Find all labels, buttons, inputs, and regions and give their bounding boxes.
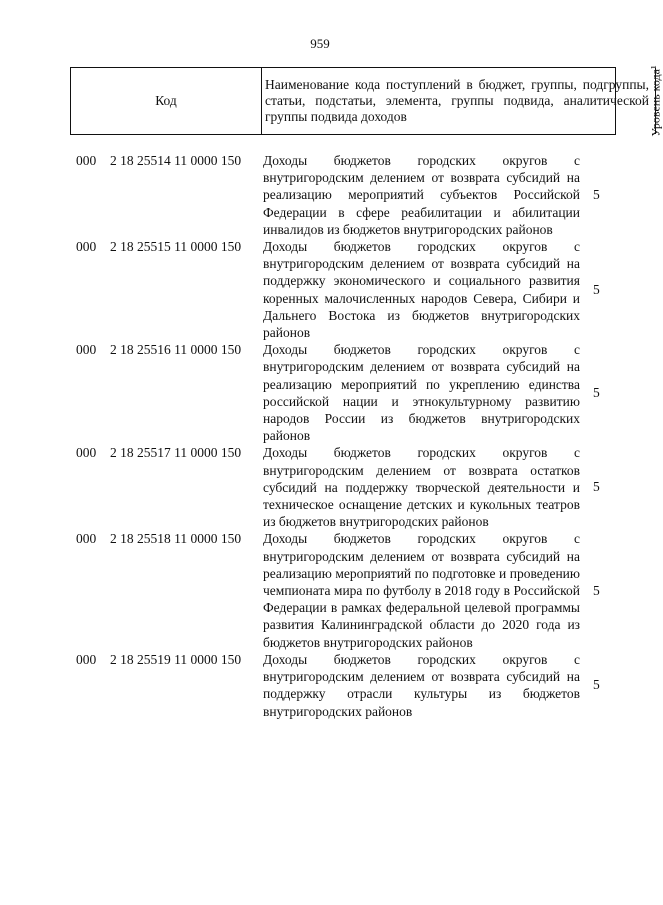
table-row [0,152,640,238]
income-name: Доходы бюджетов городских округов с внутригородским делением от возврата субсидий на поддержку экономического и социального развития коренных малочисленных народов Севера, Сибири и Дальнего Востока из бюджетов внутригородских районов [263,239,580,341]
income-name: Доходы бюджетов городских округов с внутригородским делением от возврата субсидий на реализацию мероприятий субъектов Российской Федерации в сфере реабилитации и абилитации инвалидов из бюджетов внутригородских районов [263,153,580,237]
code-level: 5 [593,384,600,400]
code-level: 5 [593,582,600,598]
table-row [0,651,640,720]
header-name: Наименование кода поступлений в бюджет, группы, подгруппы, статьи, подстатьи, элемента, группы подвида, аналитической группы подвида доходов [265,76,649,125]
code-level: 5 [593,677,600,693]
income-name: Доходы бюджетов городских округов с внутригородским делением от возврата субсидий на реализацию мероприятий по подготовке и проведению чемпионата мира по футболу в 2018 году в Российской Федерации в рамках федеральной целевой программы развития Калининградской области до 2020 года из бюджетов внутригородских районов [263,531,580,650]
page-number: 959 [310,36,330,51]
admin-code: 000 [76,445,97,461]
income-name: Доходы бюджетов городских округов с внутригородским делением от возврата остатков субсидий на поддержку творческой деятельности и техническое оснащение детских и кукольных театров из бюджетов внутригородских районов [263,445,580,530]
admin-code: 000 [76,531,97,547]
admin-code: 000 [76,153,97,168]
admin-code: 000 [76,342,97,358]
table-body [0,152,640,720]
budget-code: 2 18 25517 11 0000 150 [110,445,242,461]
code-level: 5 [593,281,600,297]
code-level: 5 [593,187,600,202]
budget-code: 2 18 25519 11 0000 150 [110,651,242,667]
budget-code: 2 18 25518 11 0000 150 [110,531,242,547]
table-row [0,444,640,530]
budget-code: 2 18 25515 11 0000 150 [110,239,242,255]
income-name: Доходы бюджетов городских округов с внутригородским делением от возврата субсидий на реализацию мероприятий по укреплению единства российской нации и этнокультурному развитию народов России из бюджетов внутригородских районов [263,342,580,444]
budget-code: 2 18 25514 11 0000 150 [110,153,242,168]
table-header [70,65,663,137]
budget-code: 2 18 25516 11 0000 150 [110,342,242,358]
header-code: Код [71,68,262,134]
table-row [0,238,640,341]
income-name: Доходы бюджетов городских округов с внутригородским делением от возврата субсидий на поддержку отрасли культуры из бюджетов внутригородских районов [263,651,580,719]
table-row [0,341,640,444]
table-row [0,530,640,650]
admin-code: 000 [76,651,97,667]
header-level: Уровень кода¹ [648,65,663,137]
admin-code: 000 [76,239,97,255]
code-level: 5 [593,479,600,495]
header-name-cell [262,68,656,134]
